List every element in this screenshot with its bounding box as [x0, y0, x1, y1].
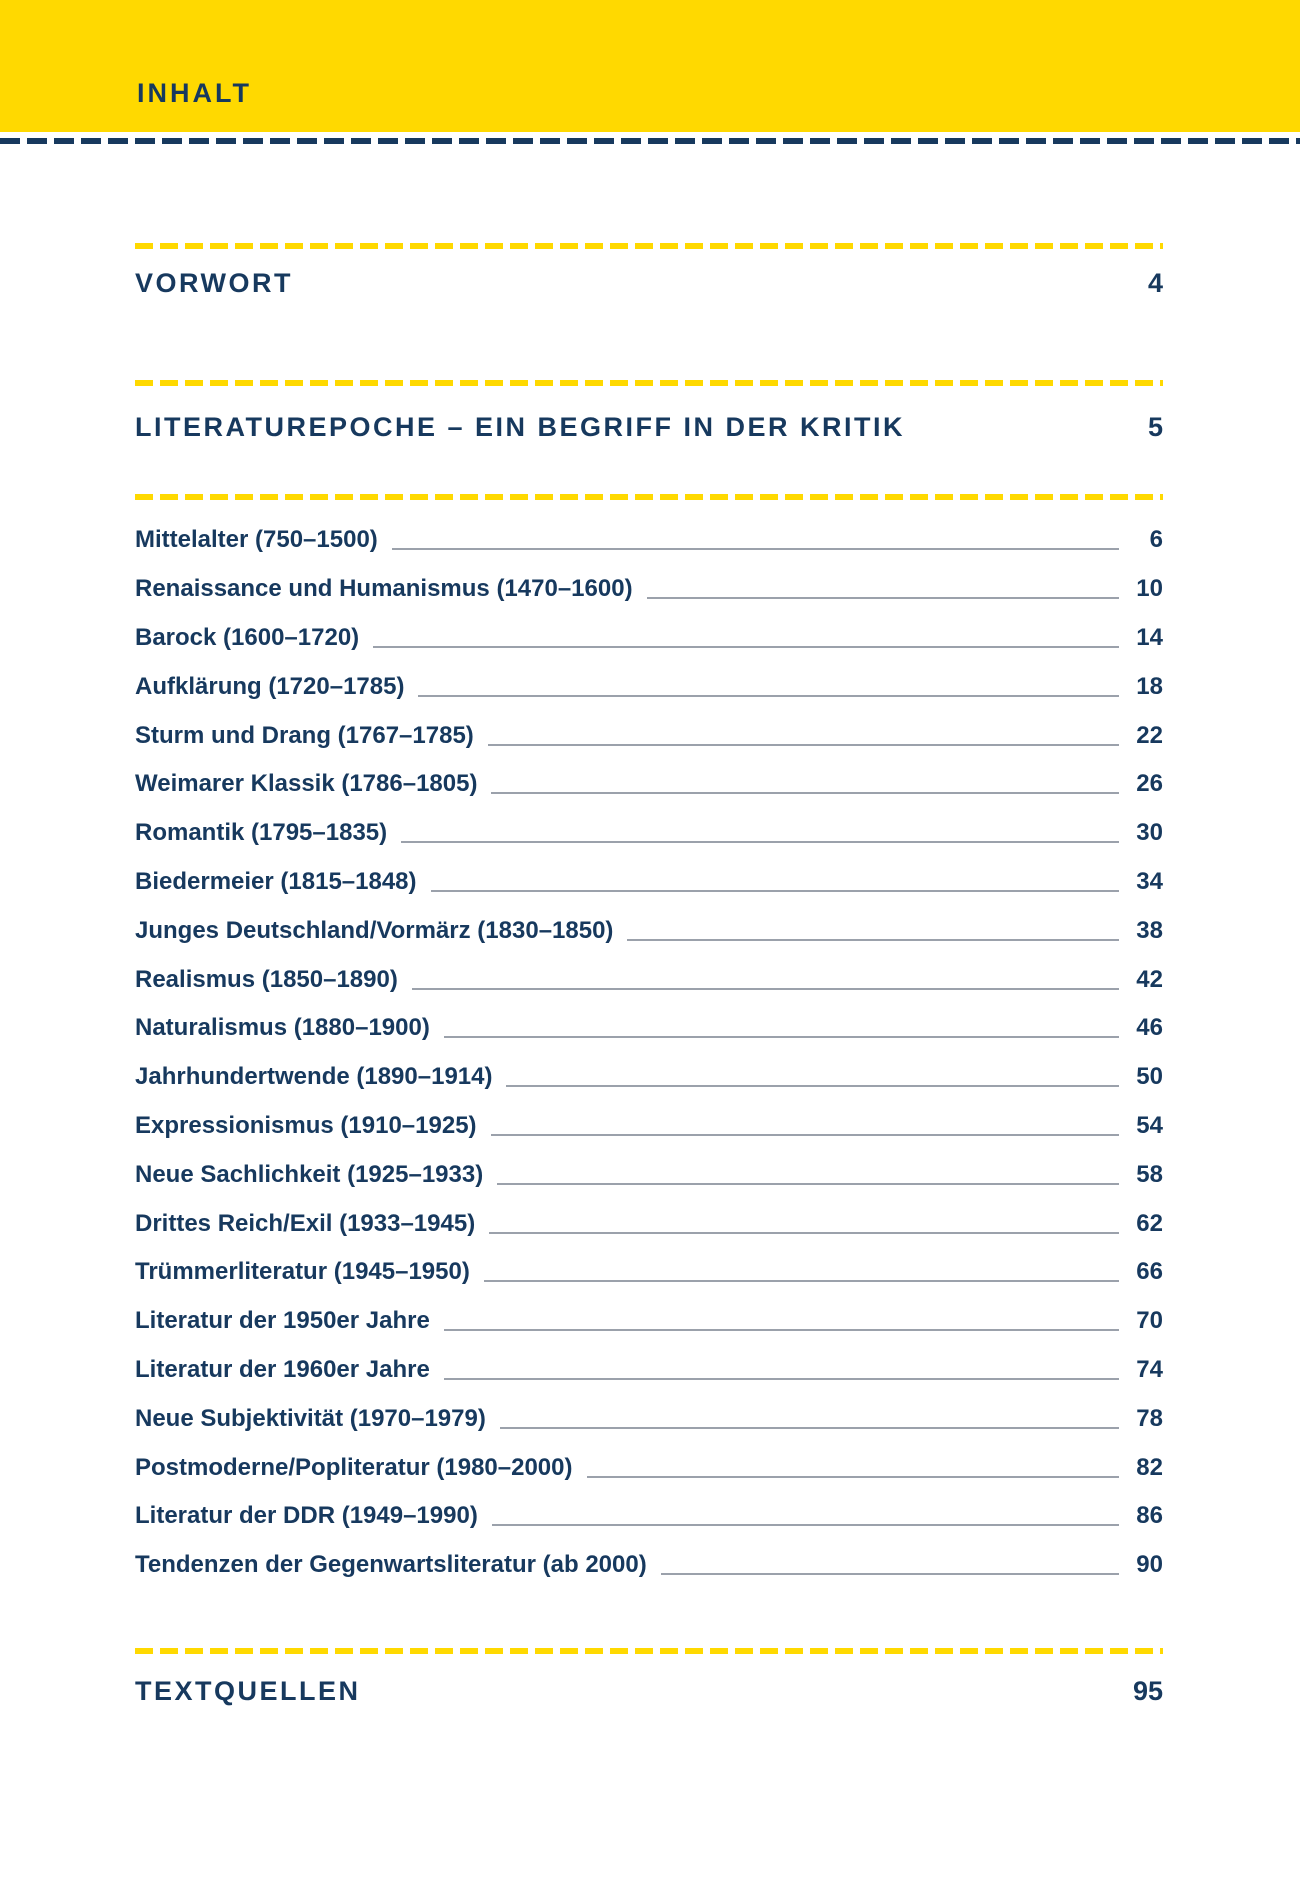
toc-entry[interactable] — [135, 1102, 1163, 1151]
toc-entry-label: Literatur der 1950er Jahre — [135, 1307, 430, 1335]
toc-entry-label: Weimarer Klassik (1786–1805) — [135, 770, 478, 798]
toc-entry-page: 26 — [1136, 770, 1163, 798]
toc-entry-label: Barock (1600–1720) — [135, 623, 360, 651]
toc-entry-page: 18 — [1136, 672, 1163, 700]
toc-entry-page: 66 — [1136, 1258, 1163, 1286]
toc-entry-label: Expressionismus (1910–1925) — [135, 1111, 477, 1139]
toc-entry-label: Aufklärung (1720–1785) — [135, 672, 405, 700]
toc-entry-label: Literatur der 1960er Jahre — [135, 1355, 430, 1383]
toc-leader-line — [491, 1134, 1119, 1136]
page-title: INHALT — [137, 78, 252, 108]
toc-entry[interactable] — [135, 858, 1163, 907]
toc-entry[interactable] — [135, 711, 1163, 760]
toc-entry-label: Neue Sachlichkeit (1925–1933) — [135, 1160, 484, 1188]
toc-entry[interactable] — [135, 1297, 1163, 1346]
toc-entry[interactable] — [135, 1346, 1163, 1395]
section-page-number: 4 — [1147, 267, 1163, 298]
toc-leader-line — [418, 695, 1119, 697]
toc-entry-label: Trümmerliteratur (1945–1950) — [135, 1258, 470, 1286]
toc-leader-line — [661, 1573, 1119, 1575]
toc-entry-page: 50 — [1136, 1063, 1163, 1091]
toc-entry[interactable] — [135, 1004, 1163, 1053]
section-label: VORWORT — [135, 267, 293, 298]
toc-entry[interactable] — [135, 1492, 1163, 1541]
toc-entry-label: Realismus (1850–1890) — [135, 965, 398, 993]
toc-leader-line — [444, 1378, 1119, 1380]
toc-leader-line — [431, 890, 1119, 892]
section-textquellen[interactable] — [135, 1674, 1163, 1708]
toc-entry-page: 86 — [1136, 1502, 1163, 1530]
toc-entry-label: Postmoderne/Popliteratur (1980–2000) — [135, 1453, 573, 1481]
toc-entry-page: 62 — [1136, 1209, 1163, 1237]
toc-entry[interactable] — [135, 1053, 1163, 1102]
toc-leader-line — [492, 1524, 1119, 1526]
toc-entry[interactable] — [135, 1150, 1163, 1199]
toc-entry-page: 78 — [1136, 1404, 1163, 1432]
toc-list — [135, 516, 1163, 1590]
toc-leader-line — [506, 1085, 1119, 1087]
toc-entry-label: Jahrhundertwende (1890–1914) — [135, 1063, 493, 1091]
toc-entry[interactable] — [135, 955, 1163, 1004]
toc-entry-page: 34 — [1136, 867, 1163, 895]
toc-entry-label: Romantik (1795–1835) — [135, 819, 388, 847]
toc-entry-page: 74 — [1136, 1355, 1163, 1383]
section-label: TEXTQUELLEN — [135, 1675, 361, 1706]
section-label: LITERATUREPOCHE – EIN BEGRIFF IN DER KRITIK — [135, 411, 906, 442]
toc-leader-line — [488, 744, 1119, 746]
toc-entry-label: Naturalismus (1880–1900) — [135, 1014, 430, 1042]
toc-entry[interactable] — [135, 1248, 1163, 1297]
toc-entry-page: 22 — [1136, 721, 1163, 749]
toc-leader-line — [484, 1280, 1119, 1282]
toc-leader-line — [647, 597, 1119, 599]
toc-entry-page: 38 — [1136, 916, 1163, 944]
toc-entry-page: 82 — [1136, 1453, 1163, 1481]
section-vorwort[interactable] — [135, 266, 1163, 300]
toc-leader-line — [412, 988, 1119, 990]
header-band — [0, 0, 1300, 132]
toc-entry-label: Mittelalter (750–1500) — [135, 526, 378, 554]
section-literaturepoche[interactable] — [135, 410, 1163, 444]
toc-entry[interactable] — [135, 906, 1163, 955]
toc-entry-page: 54 — [1136, 1111, 1163, 1139]
toc-leader-line — [587, 1476, 1120, 1478]
toc-entry-label: Junges Deutschland/Vormärz (1830–1850) — [135, 916, 614, 944]
toc-entry-page: 46 — [1136, 1014, 1163, 1042]
toc-leader-line — [444, 1036, 1119, 1038]
section-divider-dashed — [135, 243, 1163, 249]
toc-entry-label: Tendenzen der Gegenwartsliteratur (ab 2000) — [135, 1551, 647, 1579]
section-page-number: 5 — [1147, 411, 1163, 442]
toc-entry-label: Biedermeier (1815–1848) — [135, 867, 417, 895]
toc-entry[interactable] — [135, 760, 1163, 809]
section-divider-dashed — [135, 380, 1163, 386]
toc-leader-line — [627, 939, 1119, 941]
section-page-number: 95 — [1132, 1675, 1163, 1706]
section-divider-dashed — [135, 1648, 1163, 1654]
header-divider-dashed — [0, 138, 1300, 144]
section-divider-dashed — [135, 494, 1163, 500]
toc-leader-line — [392, 548, 1119, 550]
toc-entry-label: Neue Subjektivität (1970–1979) — [135, 1404, 486, 1432]
toc-entry[interactable] — [135, 662, 1163, 711]
toc-entry[interactable] — [135, 1541, 1163, 1590]
toc-entry-page: 58 — [1136, 1160, 1163, 1188]
toc-entry-page: 42 — [1136, 965, 1163, 993]
toc-leader-line — [444, 1329, 1119, 1331]
toc-leader-line — [491, 792, 1119, 794]
toc-entry[interactable] — [135, 1394, 1163, 1443]
toc-entry-label: Sturm und Drang (1767–1785) — [135, 721, 474, 749]
toc-leader-line — [373, 646, 1119, 648]
toc-entry-page: 6 — [1149, 526, 1163, 554]
toc-entry[interactable] — [135, 809, 1163, 858]
toc-leader-line — [401, 841, 1119, 843]
toc-leader-line — [497, 1183, 1119, 1185]
toc-entry-page: 70 — [1136, 1307, 1163, 1335]
toc-entry[interactable] — [135, 1443, 1163, 1492]
toc-entry[interactable] — [135, 1199, 1163, 1248]
toc-entry[interactable] — [135, 565, 1163, 614]
toc-entry-page: 14 — [1136, 623, 1163, 651]
toc-entry-label: Literatur der DDR (1949–1990) — [135, 1502, 478, 1530]
toc-leader-line — [489, 1232, 1119, 1234]
toc-entry[interactable] — [135, 614, 1163, 663]
toc-entry-label: Renaissance und Humanismus (1470–1600) — [135, 575, 633, 603]
toc-leader-line — [500, 1427, 1119, 1429]
toc-entry-page: 90 — [1136, 1551, 1163, 1579]
toc-entry-page: 30 — [1136, 819, 1163, 847]
toc-entry[interactable] — [135, 516, 1163, 565]
toc-entry-label: Drittes Reich/Exil (1933–1945) — [135, 1209, 476, 1237]
toc-entry-page: 10 — [1136, 575, 1163, 603]
